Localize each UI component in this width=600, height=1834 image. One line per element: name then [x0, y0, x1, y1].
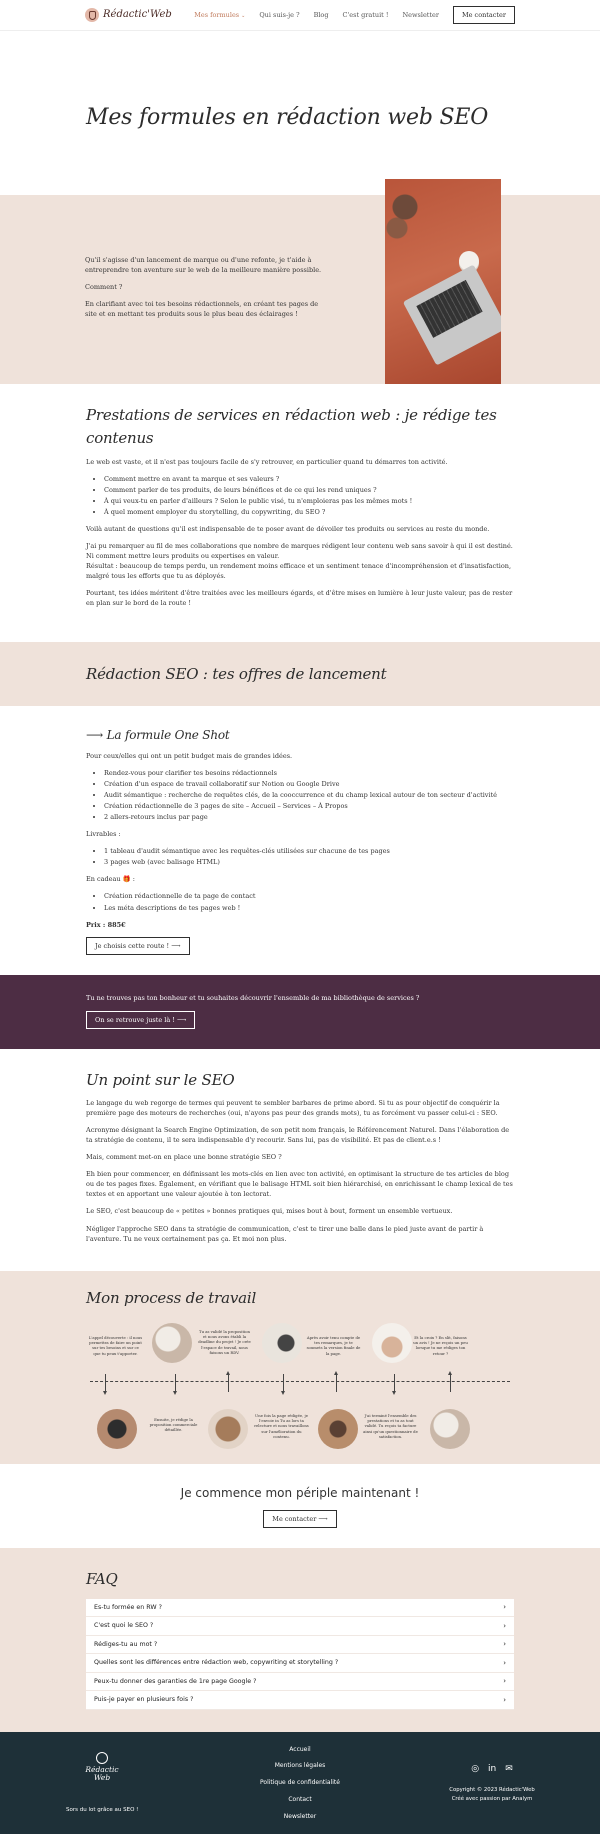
nav-item-gratuit[interactable]: C'est gratuit !	[342, 10, 389, 19]
faq-item[interactable]: Peux-tu donner des garanties de 1re page Google ? ›	[86, 1673, 514, 1692]
paragraph: Négliger l'approche SEO dans ta stratégie de communication, c'est te tirer une balle dans le pied juste avant de partir à l'aventure. Tu ne veux certainement pas ça. Et moi non plus.	[86, 1224, 484, 1243]
process-step-text: Une fois la page rédigée, je l'envoie in Tu as lors ta relecture et nous travaillons sur l'amélioration du contenu.	[254, 1412, 309, 1439]
hero-band	[0, 195, 600, 384]
paragraph: Voilà autant de questions qu'il est indispensable de te poser avant de dévoiler tes produits ou services au reste du monde.	[86, 524, 490, 533]
prestations-section	[0, 384, 600, 642]
section-title: Mon process de travail	[86, 1288, 257, 1307]
section-title: FAQ	[86, 1569, 118, 1588]
faq-item[interactable]: Quelles sont les différences entre rédaction web, copywriting et storytelling ? ›	[86, 1654, 514, 1673]
timeline-arrow	[175, 1374, 176, 1392]
process-step-text: L'appel découverte : il nous permettra de faire un point sur tes besoins et sur ce que tu peux t'apporter.	[88, 1334, 143, 1356]
timeline-arrow	[450, 1374, 451, 1392]
process-step-text: J'ai terminé l'ensemble des prestations et tu as tout validé. Tu reçois ta facture ainsi qu'un questionnaire de satisfaction.	[363, 1412, 418, 1439]
hero-paragraph: Comment ?	[85, 283, 123, 292]
timeline-arrow	[105, 1374, 106, 1392]
hero-title-section	[0, 31, 600, 195]
offer-title: ⟶ La formule One Shot	[86, 728, 230, 743]
hero-laptop-image	[385, 179, 501, 384]
footer-logo[interactable]: Rédactic Web	[82, 1752, 122, 1783]
chevron-right-icon: ›	[503, 1695, 506, 1704]
paragraph: Le web est vaste, et il n'est pas toujours facile de s'y retrouver, en particulier quand tu démarres ton activité.	[86, 457, 448, 466]
section-title: Rédaction SEO : tes offres de lancement	[86, 664, 387, 683]
footer-link-politique[interactable]: Politique de confidentialité	[260, 1779, 340, 1787]
list-item: • Création rédactionnelle de ta page de contact	[104, 891, 514, 901]
process-timeline	[90, 1381, 510, 1382]
mail-icon[interactable]: ✉	[505, 1763, 513, 1774]
hero-paragraph: En clarifiant avec toi tes besoins rédactionnels, en créant tes pages de site et en mettant tes produits sous le plus beau des éclairages !	[85, 300, 319, 319]
logo[interactable]	[85, 7, 172, 23]
timeline-arrow	[336, 1374, 337, 1392]
nav-item-blog[interactable]: Blog	[313, 10, 329, 19]
laptop-decoration	[403, 264, 501, 365]
copyright: Copyright © 2023 Rédactic'Web	[449, 1787, 535, 1794]
footer-link-newsletter[interactable]: Newsletter	[283, 1812, 317, 1820]
process-step-text: Ensuite, je rédige la proposition commerciale détaillée.	[149, 1416, 198, 1433]
chevron-right-icon: ›	[503, 1603, 506, 1612]
services-button[interactable]: On se retrouve juste là ! ⟶	[86, 1011, 195, 1029]
paragraph: Pour ceux/elles qui ont un petit budget mais de grandes idées.	[86, 751, 293, 760]
nav-item-qui[interactable]: Qui suis-je ?	[259, 10, 300, 19]
logo-icon	[85, 8, 99, 22]
section-title: Un point sur le SEO	[86, 1070, 235, 1089]
process-step-text: Et la croix ? En slit, faisons un avis ! Je ne reçois un peu lorsque tu me rédiges ton retour ?	[413, 1334, 468, 1356]
nav-item-newsletter[interactable]: Newsletter	[402, 10, 439, 19]
social-icons	[442, 1762, 542, 1776]
question-list	[104, 474, 514, 517]
process-step-image	[97, 1409, 137, 1449]
chevron-right-icon: ›	[503, 1621, 506, 1630]
logo-text: Rédactic'Web	[103, 9, 172, 21]
contact-button[interactable]: Me contacter	[453, 6, 515, 24]
plant-decoration	[385, 179, 425, 249]
process-step-image	[208, 1409, 248, 1449]
faq-list	[86, 1599, 514, 1710]
list-item: • Création d'un espace de travail collaboratif sur Notion ou Google Drive	[104, 779, 514, 789]
chevron-right-icon: ›	[503, 1658, 506, 1667]
list-item: • Comment mettre en avant ta marque et ses valeurs ?	[104, 474, 514, 484]
cta-title: Je commence mon périple maintenant !	[180, 1485, 420, 1500]
list-item: • À qui veux-tu en parler d'ailleurs ? Selon le public visé, tu n'emploieras pas les mêmes mots !	[104, 496, 514, 506]
footer-tagline: Sors du lot grâce au SEO !	[66, 1806, 139, 1813]
process-step-text: Tu as validé la proposition et nous avons établi la deadline du projet ! Je crée l'espace de travail, nous faisons un RDV.	[198, 1328, 251, 1355]
faq-item[interactable]: C'est quoi le SEO ? ›	[86, 1617, 514, 1636]
process-step-image	[318, 1409, 358, 1449]
timeline-arrow	[394, 1374, 395, 1392]
cta-text: Tu ne trouves pas ton bonheur et tu souhaites découvrir l'ensemble de ma bibliothèque de services ?	[86, 993, 420, 1002]
faq-item[interactable]: Puis-je payer en plusieurs fois ? ›	[86, 1691, 514, 1710]
list-item: • Les méta descriptions de tes pages web !	[104, 903, 514, 913]
process-step-image	[372, 1323, 412, 1363]
services-cta-band	[0, 975, 600, 1049]
list-item: • Audit sémantique : recherche de requêtes clés, de la cooccurrence et du champ lexical autour de ton secteur d'activité	[104, 790, 514, 800]
paragraph: Acronyme désignant la Search Engine Optimization, de son petit nom français, le Référencement Naturel. Dans l'élaboration de ta stratégie de contenu, il te sera indispensable d'y recourir. Sans lui, pas de visibilité. Et pas de client.e.s !	[86, 1126, 510, 1145]
timeline-arrow	[283, 1374, 284, 1392]
instagram-icon[interactable]: ◎	[471, 1763, 480, 1774]
chevron-right-icon: ›	[503, 1640, 506, 1649]
footer-link-contact[interactable]: Contact	[288, 1796, 312, 1804]
seo-section	[0, 1049, 600, 1271]
chevron-down-icon: ⌄	[241, 12, 246, 19]
footer-link-mentions[interactable]: Mentions légales	[274, 1762, 326, 1770]
paragraph: Eh bien pour commencer, en définissant les mots-clés en lien avec ton activité, en optimisant la structure de tes articles de blog ou de tes pages fixes. Également, en vérifiant que le balisage HTML soit bien hiérarchisé, en enrichissant le champ lexical de tes textes et en apportant une valeur ajoutée à ton lectorat.	[86, 1170, 513, 1199]
process-step-image	[262, 1323, 302, 1363]
site-footer	[0, 1732, 600, 1834]
footer-link-accueil[interactable]: Accueil	[289, 1745, 311, 1753]
chevron-right-icon: ›	[503, 1677, 506, 1686]
footer-right	[442, 1762, 542, 1803]
hero-paragraph: Qu'il s'agisse d'un lancement de marque ou d'une refonte, je t'aide à entreprendre ton aventure sur le web de la meilleure manière possible.	[85, 256, 322, 275]
choose-offer-button[interactable]: Je choisis cette route ! ⟶	[86, 937, 190, 955]
process-section	[0, 1271, 600, 1464]
faq-section	[0, 1548, 600, 1732]
process-step-text: Après avoir tenu compte de tes remarques, je te soumets la version finale de la page.	[306, 1334, 361, 1356]
nav-item-formules[interactable]: Mes formules ⌄	[194, 10, 246, 19]
offer-list	[104, 768, 514, 822]
paragraph: Pourtant, tes idées méritent d'être traitées avec les meilleurs égards, et d'être mises en lumière à leur juste valeur, pas de rester en plan sur le bord de la route !	[86, 589, 513, 608]
section-title: Prestations de services en rédaction web : je rédige tes contenus	[86, 406, 497, 448]
offers-band	[0, 642, 600, 706]
faq-item[interactable]: Rédiges-tu au mot ? ›	[86, 1636, 514, 1655]
paragraph: J'ai pu remarquer au fil de mes collaborations que nombre de marques rédigent leur contenu web sans savoir à qui il est destiné. Ni comment mettre leurs produits ou expertises en valeur.	[86, 541, 513, 560]
gift-list	[104, 891, 514, 912]
list-item: • 1 tableau d'audit sémantique avec les requêtes-clés utilisées sur chacune de tes pages	[104, 846, 514, 856]
list-item: • 2 allers-retours inclus par page	[104, 812, 514, 822]
gift-label: En cadeau 🎁 :	[86, 875, 135, 884]
page-title: Mes formules en rédaction web SEO	[86, 105, 489, 130]
paragraph: Le langage du web regorge de termes qui peuvent te sembler barbares de prime abord. Si tu as pour objectif de conquérir la première page des moteurs de recherches (oui, n'ayons pas peur des grands mots), tu as forcément vu passer celui-ci : SEO.	[86, 1098, 500, 1118]
process-step-image	[152, 1323, 192, 1363]
contact-cta-button[interactable]: Me contacter ⟶	[263, 1510, 336, 1528]
start-cta-section	[0, 1464, 600, 1548]
hero-text	[85, 255, 325, 326]
process-step-image	[430, 1409, 470, 1449]
price: Prix : 885€	[86, 920, 126, 929]
linkedin-icon[interactable]: in	[488, 1763, 497, 1774]
oneshot-section	[0, 706, 600, 974]
list-item: • Comment parler de tes produits, de leurs bénéfices et de ce qui les rend uniques ?	[104, 485, 514, 495]
list-item: • 3 pages web (avec balisage HTML)	[104, 857, 514, 867]
deliverables-label: Livrables :	[86, 830, 121, 839]
faq-item[interactable]: Es-tu formée en RW ? ›	[86, 1599, 514, 1618]
main-nav	[194, 6, 515, 24]
paragraph: Mais, comment met-on en place une bonne stratégie SEO ?	[86, 1153, 282, 1162]
deliverables-list	[104, 846, 514, 867]
list-item: • Rendez-vous pour clarifier tes besoins rédactionnels	[104, 768, 514, 778]
list-item: • Création rédactionnelle de 3 pages de site – Accueil – Services – À Propos	[104, 801, 514, 811]
credit: Créé avec passion par Analym	[451, 1795, 533, 1802]
timeline-arrow	[228, 1374, 229, 1392]
site-header	[0, 0, 600, 31]
list-item: • À quel moment employer du storytelling, du copywriting, du SEO ?	[104, 507, 514, 517]
paragraph: Résultat : beaucoup de temps perdu, un rendement moins efficace et un sentiment tenace d'incompréhension et d'insatisfaction, malgré tous les efforts que tu as déployés.	[86, 562, 512, 581]
paragraph: Le SEO, c'est beaucoup de « petites » bonnes pratiques qui, mises bout à bout, forment un ensemble vertueux.	[86, 1207, 453, 1216]
